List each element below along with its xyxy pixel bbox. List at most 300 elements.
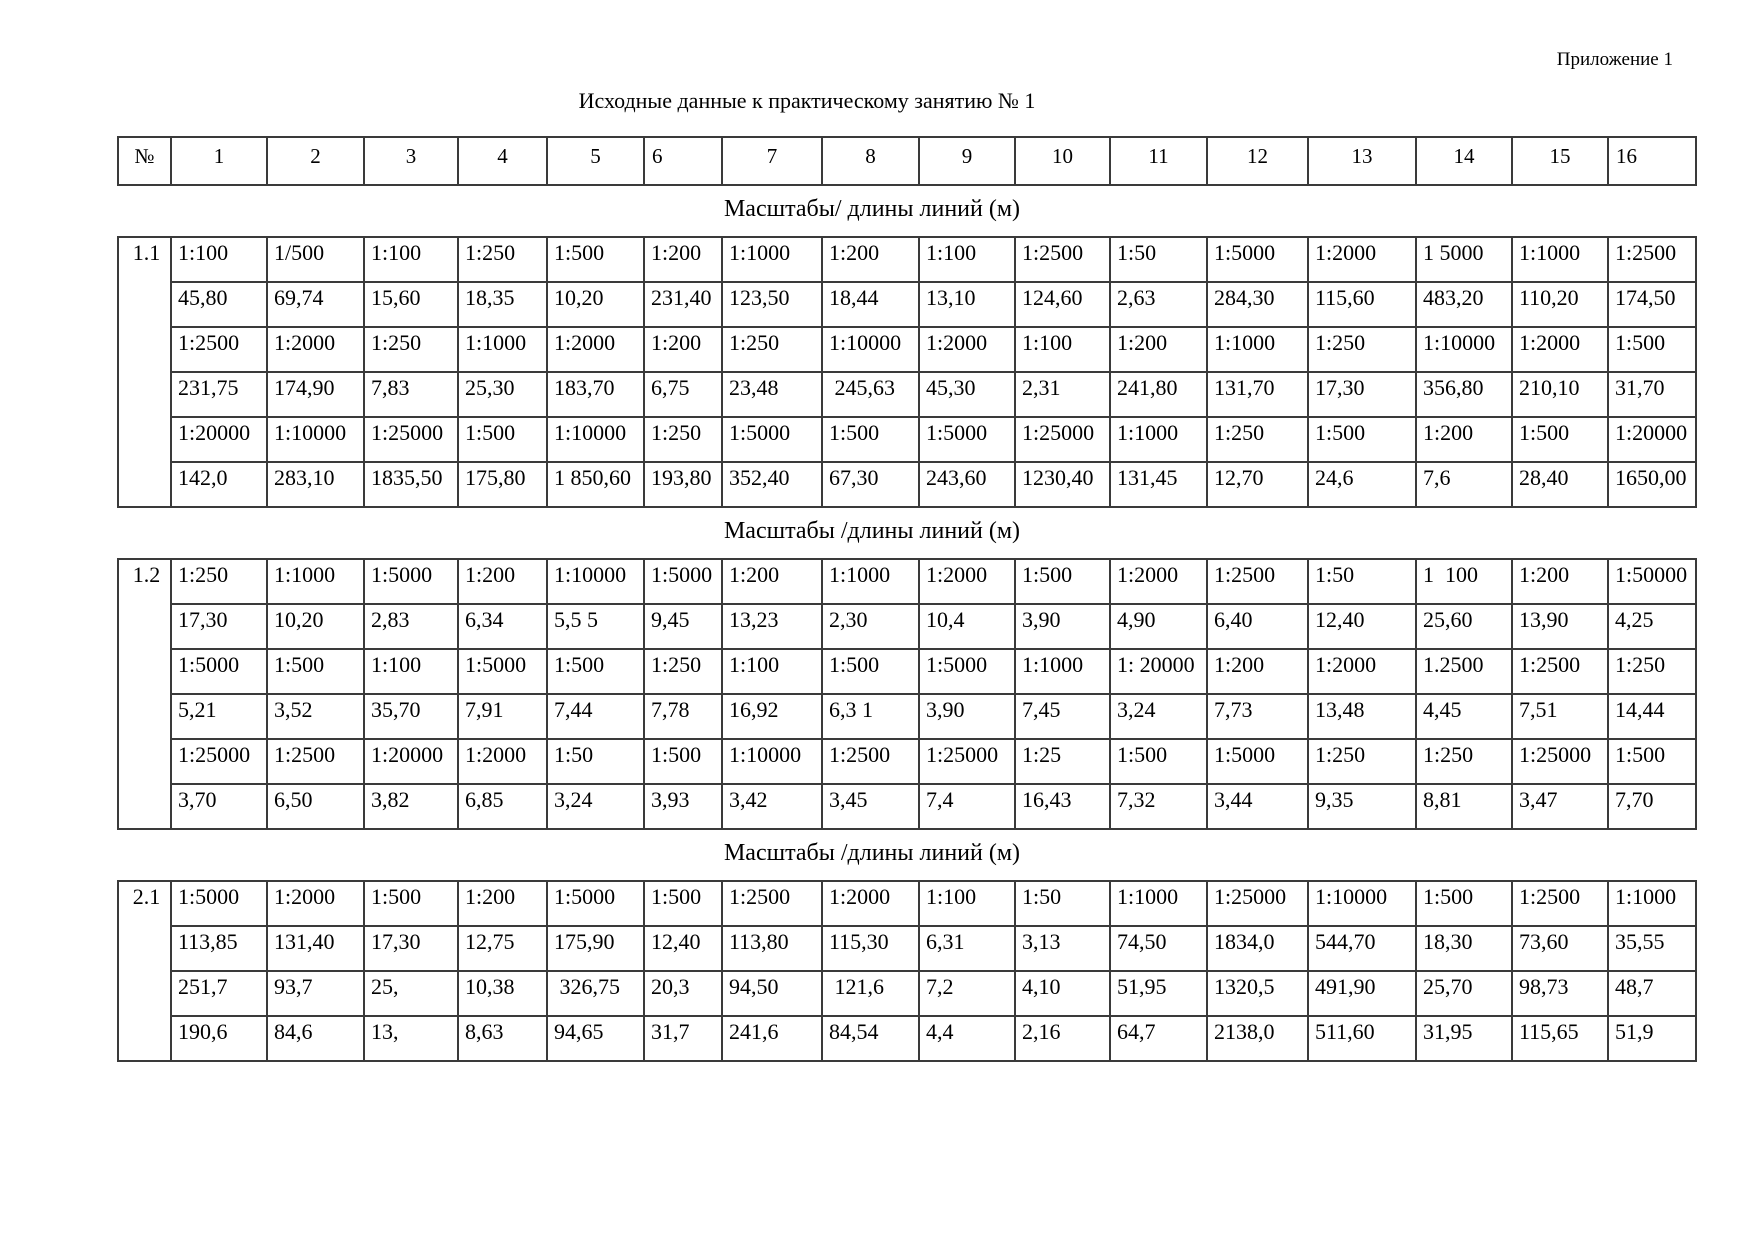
table-cell: 1:2500 [1512, 649, 1608, 694]
table-cell: 6,34 [458, 604, 547, 649]
table-cell: 3,44 [1207, 784, 1308, 829]
table-cell: 1:250 [364, 327, 458, 372]
table-cell: 2,31 [1015, 372, 1110, 417]
table-cell: 284,30 [1207, 282, 1308, 327]
table-cell: 1.2500 [1416, 649, 1512, 694]
section-heading-3: Масштабы /длины линий (м) [723, 840, 1021, 866]
table-cell: 1:5000 [722, 417, 822, 462]
table-row [118, 881, 1696, 926]
table-cell: 1:50000 [1608, 559, 1696, 604]
table-cell: 12,70 [1207, 462, 1308, 507]
table-cell: 16,92 [722, 694, 822, 739]
table-cell: 1:500 [1416, 881, 1512, 926]
table-cell: 1:250 [644, 649, 722, 694]
table-cell: 1 100 [1416, 559, 1512, 604]
table-cell: 3,90 [1015, 604, 1110, 649]
table-cell: 4,45 [1416, 694, 1512, 739]
table-cell: 175,80 [458, 462, 547, 507]
table-cell: 28,40 [1512, 462, 1608, 507]
table-cell: 3,90 [919, 694, 1015, 739]
table-cell: 3,52 [267, 694, 364, 739]
table-cell: 1:2500 [171, 327, 267, 372]
table-cell: 7,2 [919, 971, 1015, 1016]
table-cell: 1:500 [1608, 739, 1696, 784]
table-row [118, 604, 1696, 649]
table-cell: 12,75 [458, 926, 547, 971]
table-cell: 1 850,60 [547, 462, 644, 507]
table-cell: 1:500 [1110, 739, 1207, 784]
table-cell: 1:250 [1308, 739, 1416, 784]
table-cell: 1:5000 [171, 881, 267, 926]
page-title: Исходные данные к практическому занятию № 1 [578, 88, 1036, 113]
table-cell: 113,80 [722, 926, 822, 971]
table-cell: 3,24 [547, 784, 644, 829]
table-cell: 15,60 [364, 282, 458, 327]
table-row [118, 1016, 1696, 1061]
table-row [118, 237, 1696, 282]
table-row [118, 649, 1696, 694]
table-cell: 241,6 [722, 1016, 822, 1061]
table-cell: 1:1000 [1608, 881, 1696, 926]
table-cell: 67,30 [822, 462, 919, 507]
table-cell: 1:5000 [458, 649, 547, 694]
table-cell: 6,40 [1207, 604, 1308, 649]
table-cell: 31,95 [1416, 1016, 1512, 1061]
table-cell: 174,90 [267, 372, 364, 417]
variant-number-cell: 11 [1110, 137, 1207, 185]
variant-number-cell: 2 [267, 137, 364, 185]
table-cell: 210,10 [1512, 372, 1608, 417]
table-cell: 7,91 [458, 694, 547, 739]
section-label: 1.2 [118, 559, 171, 829]
table-cell: 1:10000 [822, 327, 919, 372]
table-cell: 5,5 5 [547, 604, 644, 649]
table-cell: 1:25000 [1512, 739, 1608, 784]
table-cell: 3,45 [822, 784, 919, 829]
table-cell: 190,6 [171, 1016, 267, 1061]
table-cell: 4,90 [1110, 604, 1207, 649]
table-cell: 3,13 [1015, 926, 1110, 971]
variant-number-cell: 3 [364, 137, 458, 185]
table-cell: 1:1000 [1512, 237, 1608, 282]
variant-number-cell: 5 [547, 137, 644, 185]
table-cell: 17,30 [171, 604, 267, 649]
table-cell: 2,83 [364, 604, 458, 649]
table-cell: 3,93 [644, 784, 722, 829]
table-cell: 483,20 [1416, 282, 1512, 327]
table-cell: 352,40 [722, 462, 822, 507]
table-cell: 7,51 [1512, 694, 1608, 739]
table-cell: 1:2500 [1608, 237, 1696, 282]
table-cell: 1:1000 [1207, 327, 1308, 372]
table-cell: 31,70 [1608, 372, 1696, 417]
table-cell: 1:250 [458, 237, 547, 282]
table-cell: 1:200 [644, 237, 722, 282]
table-cell: 12,40 [644, 926, 722, 971]
table-cell: 8,81 [1416, 784, 1512, 829]
section-heading-2: Масштабы /длины линий (м) [723, 518, 1021, 544]
section-label: 2.1 [118, 881, 171, 1061]
table-cell: 356,80 [1416, 372, 1512, 417]
table-cell: 16,43 [1015, 784, 1110, 829]
table-cell: 1:500 [1015, 559, 1110, 604]
table-cell: 7,73 [1207, 694, 1308, 739]
table-cell: 4,10 [1015, 971, 1110, 1016]
table-cell: 13,48 [1308, 694, 1416, 739]
table-cell: 1:500 [822, 649, 919, 694]
data-table-1-2 [117, 558, 1697, 830]
table-cell: 2,63 [1110, 282, 1207, 327]
table-cell: 1:25000 [919, 739, 1015, 784]
table-cell: 1:250 [722, 327, 822, 372]
table-cell: 1:2000 [919, 327, 1015, 372]
table-cell: 45,80 [171, 282, 267, 327]
table-cell: 25,30 [458, 372, 547, 417]
table-cell: 94,50 [722, 971, 822, 1016]
corner-cell: № [118, 137, 171, 185]
table-cell: 1:5000 [1207, 237, 1308, 282]
table-cell: 51,95 [1110, 971, 1207, 1016]
table-row [118, 784, 1696, 829]
table-cell: 1650,00 [1608, 462, 1696, 507]
table-cell: 1:2000 [267, 327, 364, 372]
table-cell: 9,35 [1308, 784, 1416, 829]
table-cell: 1320,5 [1207, 971, 1308, 1016]
table-cell: 131,45 [1110, 462, 1207, 507]
table-cell: 1:1000 [1015, 649, 1110, 694]
table-cell: 64,7 [1110, 1016, 1207, 1061]
table-cell: 74,50 [1110, 926, 1207, 971]
table-cell: 20,3 [644, 971, 722, 1016]
table-cell: 1:500 [1308, 417, 1416, 462]
table-cell: 94,65 [547, 1016, 644, 1061]
table-cell: 1:2500 [1207, 559, 1308, 604]
table-cell: 1:5000 [919, 649, 1015, 694]
table-cell: 115,65 [1512, 1016, 1608, 1061]
table-cell: 1:250 [644, 417, 722, 462]
table-cell: 1:100 [919, 881, 1015, 926]
table-cell: 8,63 [458, 1016, 547, 1061]
appendix-label: Приложение 1 [1556, 49, 1673, 70]
table-cell: 1:500 [267, 649, 364, 694]
table-cell: 231,40 [644, 282, 722, 327]
table-row [118, 462, 1696, 507]
table-row [118, 417, 1696, 462]
table-cell: 1:10000 [722, 739, 822, 784]
table-cell: 1:50 [1110, 237, 1207, 282]
table-cell: 35,70 [364, 694, 458, 739]
table-cell: 1:200 [1207, 649, 1308, 694]
table-cell: 1:500 [547, 649, 644, 694]
table-cell: 1:10000 [1308, 881, 1416, 926]
table-cell: 1:2500 [267, 739, 364, 784]
table-cell: 1:50 [1308, 559, 1416, 604]
table-cell: 1:250 [1308, 327, 1416, 372]
data-table-1-1 [117, 236, 1697, 508]
table-cell: 10,20 [267, 604, 364, 649]
table-cell: 1:2000 [267, 881, 364, 926]
table-cell: 1230,40 [1015, 462, 1110, 507]
table-cell: 93,7 [267, 971, 364, 1016]
table-cell: 2,16 [1015, 1016, 1110, 1061]
table-cell: 1:250 [171, 559, 267, 604]
table-cell: 1:200 [822, 237, 919, 282]
table-cell: 110,20 [1512, 282, 1608, 327]
table-cell: 23,48 [722, 372, 822, 417]
table-cell: 1:2000 [822, 881, 919, 926]
table-cell: 1:25000 [1015, 417, 1110, 462]
table-cell: 1:500 [1608, 327, 1696, 372]
table-cell: 1:500 [1512, 417, 1608, 462]
table-cell: 1:5000 [171, 649, 267, 694]
table-cell: 1:200 [458, 559, 547, 604]
table-cell: 1:1000 [458, 327, 547, 372]
table-cell: 1:250 [1416, 739, 1512, 784]
table-cell: 4,4 [919, 1016, 1015, 1061]
table-cell: 7,78 [644, 694, 722, 739]
table-cell: 113,85 [171, 926, 267, 971]
table-cell: 3,47 [1512, 784, 1608, 829]
table-cell: 1:200 [458, 881, 547, 926]
table-cell: 1 5000 [1416, 237, 1512, 282]
table-cell: 10,38 [458, 971, 547, 1016]
table-cell: 245,63 [822, 372, 919, 417]
variant-number-cell: 8 [822, 137, 919, 185]
variant-number-cell: 16 [1608, 137, 1696, 185]
table-cell: 243,60 [919, 462, 1015, 507]
table-cell: 7,32 [1110, 784, 1207, 829]
table-cell: 1:100 [171, 237, 267, 282]
table-cell: 1:1000 [1110, 417, 1207, 462]
table-cell: 7,6 [1416, 462, 1512, 507]
table-cell: 45,30 [919, 372, 1015, 417]
table-cell: 7,44 [547, 694, 644, 739]
table-cell: 326,75 [547, 971, 644, 1016]
table-cell: 4,25 [1608, 604, 1696, 649]
table-cell: 13, [364, 1016, 458, 1061]
table-cell: 1:200 [1110, 327, 1207, 372]
table-cell: 1:1000 [1110, 881, 1207, 926]
table-cell: 1835,50 [364, 462, 458, 507]
table-cell: 25,70 [1416, 971, 1512, 1016]
variant-number-header-table [117, 136, 1697, 186]
table-cell: 1:10000 [547, 559, 644, 604]
table-cell: 1:2500 [1512, 881, 1608, 926]
section-heading-1: Масштабы/ длины линий (м) [723, 196, 1021, 222]
table-cell: 2138,0 [1207, 1016, 1308, 1061]
table-cell: 174,50 [1608, 282, 1696, 327]
table-cell: 1:5000 [644, 559, 722, 604]
table-cell: 1:500 [822, 417, 919, 462]
table-cell: 84,54 [822, 1016, 919, 1061]
table-cell: 123,50 [722, 282, 822, 327]
table-cell: 1:500 [547, 237, 644, 282]
table-cell: 1:2000 [458, 739, 547, 784]
variant-number-cell: 9 [919, 137, 1015, 185]
table-cell: 12,40 [1308, 604, 1416, 649]
table-cell: 124,60 [1015, 282, 1110, 327]
table-cell: 13,23 [722, 604, 822, 649]
table-cell: 1:1000 [822, 559, 919, 604]
table-cell: 1:20000 [364, 739, 458, 784]
table-cell: 511,60 [1308, 1016, 1416, 1061]
table-row [118, 327, 1696, 372]
variant-number-row [118, 137, 1696, 185]
table-cell: 1:2000 [1512, 327, 1608, 372]
table-cell: 13,10 [919, 282, 1015, 327]
table-cell: 1:500 [644, 739, 722, 784]
table-cell: 1:50 [547, 739, 644, 784]
table-cell: 14,44 [1608, 694, 1696, 739]
table-cell: 544,70 [1308, 926, 1416, 971]
table-cell: 5,21 [171, 694, 267, 739]
table-cell: 1:1000 [267, 559, 364, 604]
table-cell: 6,75 [644, 372, 722, 417]
table-cell: 1:500 [458, 417, 547, 462]
table-cell: 1:25000 [364, 417, 458, 462]
table-cell: 1834,0 [1207, 926, 1308, 971]
variant-number-cell: 15 [1512, 137, 1608, 185]
table-cell: 10,4 [919, 604, 1015, 649]
table-cell: 175,90 [547, 926, 644, 971]
table-cell: 1:25000 [1207, 881, 1308, 926]
table-cell: 1:10000 [1416, 327, 1512, 372]
variant-number-cell: 12 [1207, 137, 1308, 185]
variant-number-cell: 7 [722, 137, 822, 185]
variant-number-cell: 6 [644, 137, 722, 185]
table-cell: 1:2500 [722, 881, 822, 926]
table-cell: 7,70 [1608, 784, 1696, 829]
table-cell: 51,9 [1608, 1016, 1696, 1061]
table-cell: 131,40 [267, 926, 364, 971]
table-cell: 241,80 [1110, 372, 1207, 417]
variant-number-cell: 13 [1308, 137, 1416, 185]
table-cell: 1:200 [644, 327, 722, 372]
table-cell: 69,74 [267, 282, 364, 327]
table-cell: 73,60 [1512, 926, 1608, 971]
table-cell: 6,85 [458, 784, 547, 829]
table-cell: 3,70 [171, 784, 267, 829]
table-cell: 1:100 [364, 649, 458, 694]
table-cell: 251,7 [171, 971, 267, 1016]
table-row [118, 694, 1696, 739]
table-cell: 2,30 [822, 604, 919, 649]
table-row [118, 372, 1696, 417]
table-cell: 1:500 [364, 881, 458, 926]
table-cell: 1:2500 [1015, 237, 1110, 282]
table-cell: 1/500 [267, 237, 364, 282]
table-cell: 1:50 [1015, 881, 1110, 926]
table-row [118, 971, 1696, 1016]
table-cell: 84,6 [267, 1016, 364, 1061]
table-cell: 1:500 [644, 881, 722, 926]
table-cell: 13,90 [1512, 604, 1608, 649]
variant-number-cell: 1 [171, 137, 267, 185]
table-cell: 1:2500 [822, 739, 919, 784]
table-cell: 1:250 [1207, 417, 1308, 462]
table-cell: 17,30 [364, 926, 458, 971]
table-cell: 1:1000 [722, 237, 822, 282]
table-cell: 1:2000 [1308, 237, 1416, 282]
table-cell: 1:250 [1608, 649, 1696, 694]
table-cell: 1:25 [1015, 739, 1110, 784]
table-cell: 491,90 [1308, 971, 1416, 1016]
table-cell: 1:200 [722, 559, 822, 604]
table-cell: 142,0 [171, 462, 267, 507]
table-cell: 1:200 [1512, 559, 1608, 604]
table-cell: 1:100 [919, 237, 1015, 282]
table-cell: 7,45 [1015, 694, 1110, 739]
table-cell: 35,55 [1608, 926, 1696, 971]
table-cell: 115,60 [1308, 282, 1416, 327]
table-cell: 18,44 [822, 282, 919, 327]
variant-number-cell: 14 [1416, 137, 1512, 185]
table-cell: 24,6 [1308, 462, 1416, 507]
table-cell: 7,4 [919, 784, 1015, 829]
table-cell: 7,83 [364, 372, 458, 417]
table-cell: 18,30 [1416, 926, 1512, 971]
table-cell: 10,20 [547, 282, 644, 327]
table-cell: 1:5000 [919, 417, 1015, 462]
table-row [118, 559, 1696, 604]
table-cell: 1:20000 [1608, 417, 1696, 462]
table-cell: 1:10000 [267, 417, 364, 462]
table-cell: 231,75 [171, 372, 267, 417]
table-cell: 3,82 [364, 784, 458, 829]
variant-number-cell: 10 [1015, 137, 1110, 185]
table-cell: 6,3 1 [822, 694, 919, 739]
table-cell: 1:5000 [364, 559, 458, 604]
table-cell: 1:100 [722, 649, 822, 694]
data-table-2-1 [117, 880, 1697, 1062]
table-cell: 1: 20000 [1110, 649, 1207, 694]
table-cell: 3,42 [722, 784, 822, 829]
table-cell: 1:5000 [1207, 739, 1308, 784]
table-cell: 283,10 [267, 462, 364, 507]
table-cell: 25, [364, 971, 458, 1016]
table-cell: 1:2000 [1110, 559, 1207, 604]
table-cell: 1:2000 [919, 559, 1015, 604]
table-cell: 48,7 [1608, 971, 1696, 1016]
table-cell: 193,80 [644, 462, 722, 507]
table-cell: 115,30 [822, 926, 919, 971]
table-cell: 1:2000 [547, 327, 644, 372]
table-cell: 18,35 [458, 282, 547, 327]
table-cell: 1:100 [364, 237, 458, 282]
table-cell: 17,30 [1308, 372, 1416, 417]
variant-number-cell: 4 [458, 137, 547, 185]
table-cell: 1:200 [1416, 417, 1512, 462]
table-cell: 183,70 [547, 372, 644, 417]
table-cell: 131,70 [1207, 372, 1308, 417]
table-row [118, 282, 1696, 327]
table-cell: 1:10000 [547, 417, 644, 462]
table-cell: 1:5000 [547, 881, 644, 926]
table-cell: 6,50 [267, 784, 364, 829]
table-cell: 1:100 [1015, 327, 1110, 372]
table-cell: 6,31 [919, 926, 1015, 971]
document-page [117, 0, 1695, 1062]
table-cell: 98,73 [1512, 971, 1608, 1016]
table-cell: 1:20000 [171, 417, 267, 462]
table-cell: 9,45 [644, 604, 722, 649]
table-cell: 1:25000 [171, 739, 267, 784]
table-row [118, 739, 1696, 784]
table-cell: 1:2000 [1308, 649, 1416, 694]
table-row [118, 926, 1696, 971]
section-label: 1.1 [118, 237, 171, 507]
table-cell: 3,24 [1110, 694, 1207, 739]
